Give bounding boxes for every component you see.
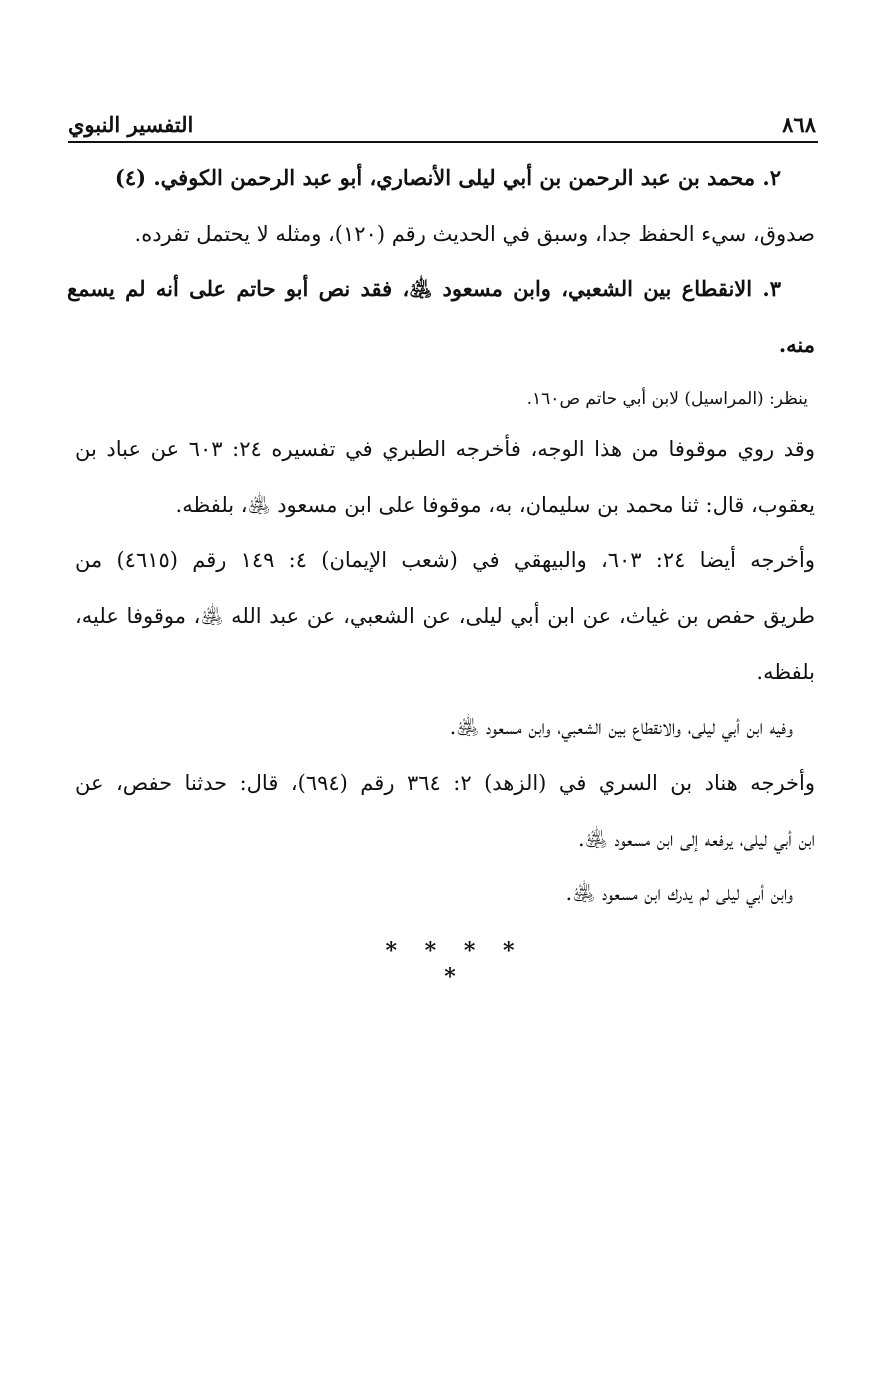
- page-number: ٨٦٨: [782, 112, 816, 137]
- reference-note: ينظر: (المراسيل) لابن أبي حاتم ص١٦٠.: [526, 389, 808, 409]
- header-rule: [68, 141, 818, 143]
- list-item-2-line-2: صدوق، سيء الحفظ جدا، وسبق في الحديث رقم (١٢٠)، ومثله لا يحتمل تفرده.: [134, 222, 815, 246]
- paragraph-4-line-2: ابن أبي ليلى، يرفعه إلى ابن مسعود ﵁.: [578, 827, 815, 851]
- paragraph-3-line-1: وفيه ابن أبي ليلى، والانقطاع بين الشعبي، وابن مسعود ﵁.: [449, 715, 793, 739]
- running-title: التفسير النبوي: [68, 112, 194, 137]
- paragraph-4-line-1: وأخرجه هناد بن السري في (الزهد) ٢: ٣٦٤ رقم (٦٩٤)، قال: حدثنا حفص، عن: [75, 771, 815, 795]
- list-item-3-line-1: ٣. الانقطاع بين الشعبي، وابن مسعود ﵁، فقد نص أبو حاتم على أنه لم يسمع: [67, 276, 781, 301]
- paragraph-2-line-2: طريق حفص بن غياث، عن ابن أبي ليلى، عن الشعبي، عن عبد الله ﵁، موقوفا عليه،: [75, 604, 815, 628]
- page-header: [68, 112, 816, 142]
- paragraph-1-line-1: وقد روي موقوفا من هذا الوجه، فأخرجه الطبري في تفسيره ٢٤: ٦٠٣ عن عباد بن: [75, 437, 815, 461]
- paragraph-5-line-1: وابن أبي ليلى لم يدرك ابن مسعود ﵁.: [565, 881, 793, 905]
- list-item-2-line-1: ٢. محمد بن عبد الرحمن بن أبي ليلى الأنصاري، أبو عبد الرحمن الكوفي. (٤): [114, 165, 781, 190]
- paragraph-1-line-2: يعقوب، قال: ثنا محمد بن سليمان، به، موقوفا على ابن مسعود ﵁، بلفظه.: [175, 493, 815, 517]
- section-separator: * * * * *: [385, 938, 525, 990]
- paragraph-2-line-1: وأخرجه أيضا ٢٤: ٦٠٣، والبيهقي في (شعب الإيمان) ٤: ١٤٩ رقم (٤٦١٥) من: [75, 548, 815, 572]
- list-item-3-line-2: منه.: [778, 332, 815, 357]
- paragraph-2-line-3: بلفظه.: [756, 660, 815, 684]
